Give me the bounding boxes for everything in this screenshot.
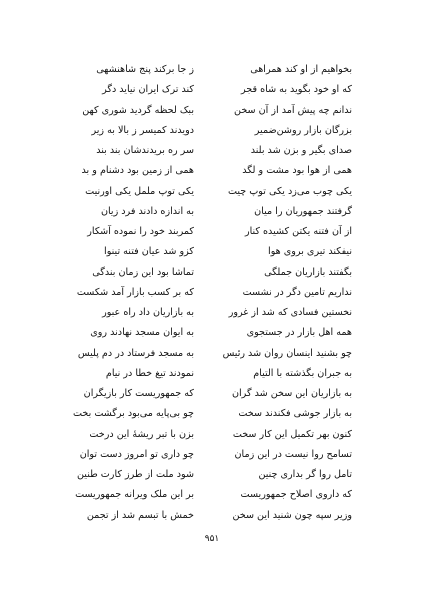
verse-hemistich: چو داری تو امروز دست توان: [79, 448, 194, 460]
verse-hemistich: چو بی‌پایه می‌بود برگشت بخت: [73, 408, 194, 420]
verse-hemistich: به بازار جوشی فکندند سخت: [238, 408, 352, 420]
verse-hemistich: که بر کسب بازار آمد شکست: [76, 286, 194, 298]
verse-hemistich: به بازاریان داد راه عبور: [102, 307, 194, 318]
poem-right-column: [202, 60, 352, 526]
verse-hemistich: یکی توپ ململ یکی اورنیت: [85, 185, 194, 197]
verse-hemistich: خمش با تبسم شد از تجمن: [86, 509, 194, 521]
page-number: ۹۵۱: [204, 534, 220, 544]
verse-hemistich: چو بشنید اینسان روان شد رئیس: [222, 347, 352, 359]
verse-hemistich: گرفتند جمهوریان را میان: [254, 205, 352, 217]
verse-hemistich: تسامح روا نیست در این زمان: [234, 448, 352, 460]
verse-hemistich: که داروی اصلاح جمهوریست: [240, 489, 352, 501]
verse-hemistich: کنون بهر تکمیل این کار سخت: [232, 428, 352, 440]
verse-hemistich: نیفکند تیری بروی هوا: [268, 246, 352, 258]
verse-hemistich: همه اهل بازار در جستجوی: [246, 327, 352, 339]
verse-hemistich: دویدند کمیسر ز بالا به زیر: [91, 124, 194, 136]
verse-hemistich: بخواهیم از او کند همراهی: [250, 64, 352, 75]
verse-hemistich: همی از هوا بود مشت و لگد: [242, 165, 352, 177]
verse-hemistich: نداریم تامین دگر در نشست: [242, 286, 352, 298]
verse-hemistich: از آن فتنه یکتن کشیده کنار: [244, 226, 352, 237]
verse-hemistich: کند ترک ایران نیاید دگر: [102, 84, 194, 96]
verse-hemistich: بگفتند بازاریان جملگی: [264, 266, 352, 278]
verse-hemistich: به جبران بگذشته با التیام: [253, 367, 352, 379]
verse-hemistich: بزن با تبر ریشهٔ این درخت: [89, 428, 194, 440]
verse-hemistich: به اندازه دادند فرد زیان: [100, 205, 194, 217]
verse-hemistich: به مسجد فرستاد در دم پلیس: [77, 347, 194, 359]
verse-hemistich: همی از زمین بود دشنام و بد: [81, 165, 194, 177]
verse-hemistich: بزرگان بازار روشن‌ضمیر: [254, 124, 352, 136]
verse-hemistich: کمربند خود را نموده آشکار: [87, 226, 194, 237]
verse-hemistich: نمودند تیغ خطا در نیام: [105, 367, 194, 379]
verse-hemistich: ز جا برکند پنج شاهنشهی: [96, 64, 194, 75]
verse-hemistich: به بازاریان این سخن شد گران: [231, 388, 352, 399]
verse-hemistich: که او خود بگوید به شاه قجر: [241, 84, 352, 96]
verse-hemistich: تامل روا گر بداری چنین: [258, 469, 352, 480]
verse-hemistich: صدای بگیر و بزن شد بلند: [250, 145, 352, 156]
verse-hemistich: به ایوان مسجد نهادند روی: [90, 327, 194, 339]
verse-hemistich: یکی چوب می‌زد یکی توپ چیت: [227, 185, 352, 197]
verse-hemistich: تماشا بود این زمان بندگی: [92, 266, 194, 278]
verse-hemistich: که جمهوریست کار بازیگران: [83, 388, 194, 399]
verse-hemistich: کزو شد عیان فتنه تینوا: [104, 246, 194, 258]
verse-hemistich: وزیر سپه چون شنید این سخن: [232, 509, 352, 521]
verse-hemistich: نخستین فسادی که شد از غرور: [228, 307, 352, 318]
verse-hemistich: ببک لحظه گردید شوری کهن: [82, 104, 194, 116]
verse-hemistich: ندانم چه پیش آمد از آن سخن: [234, 104, 352, 116]
verse-hemistich: بر این ملک ویرانه جمهوریست: [75, 489, 194, 501]
verse-hemistich: شود ملت از طرز کارت طنین: [77, 469, 194, 480]
poem-left-column: [44, 60, 194, 526]
verse-hemistich: سر ره بریدندشان بند بند: [96, 145, 194, 156]
